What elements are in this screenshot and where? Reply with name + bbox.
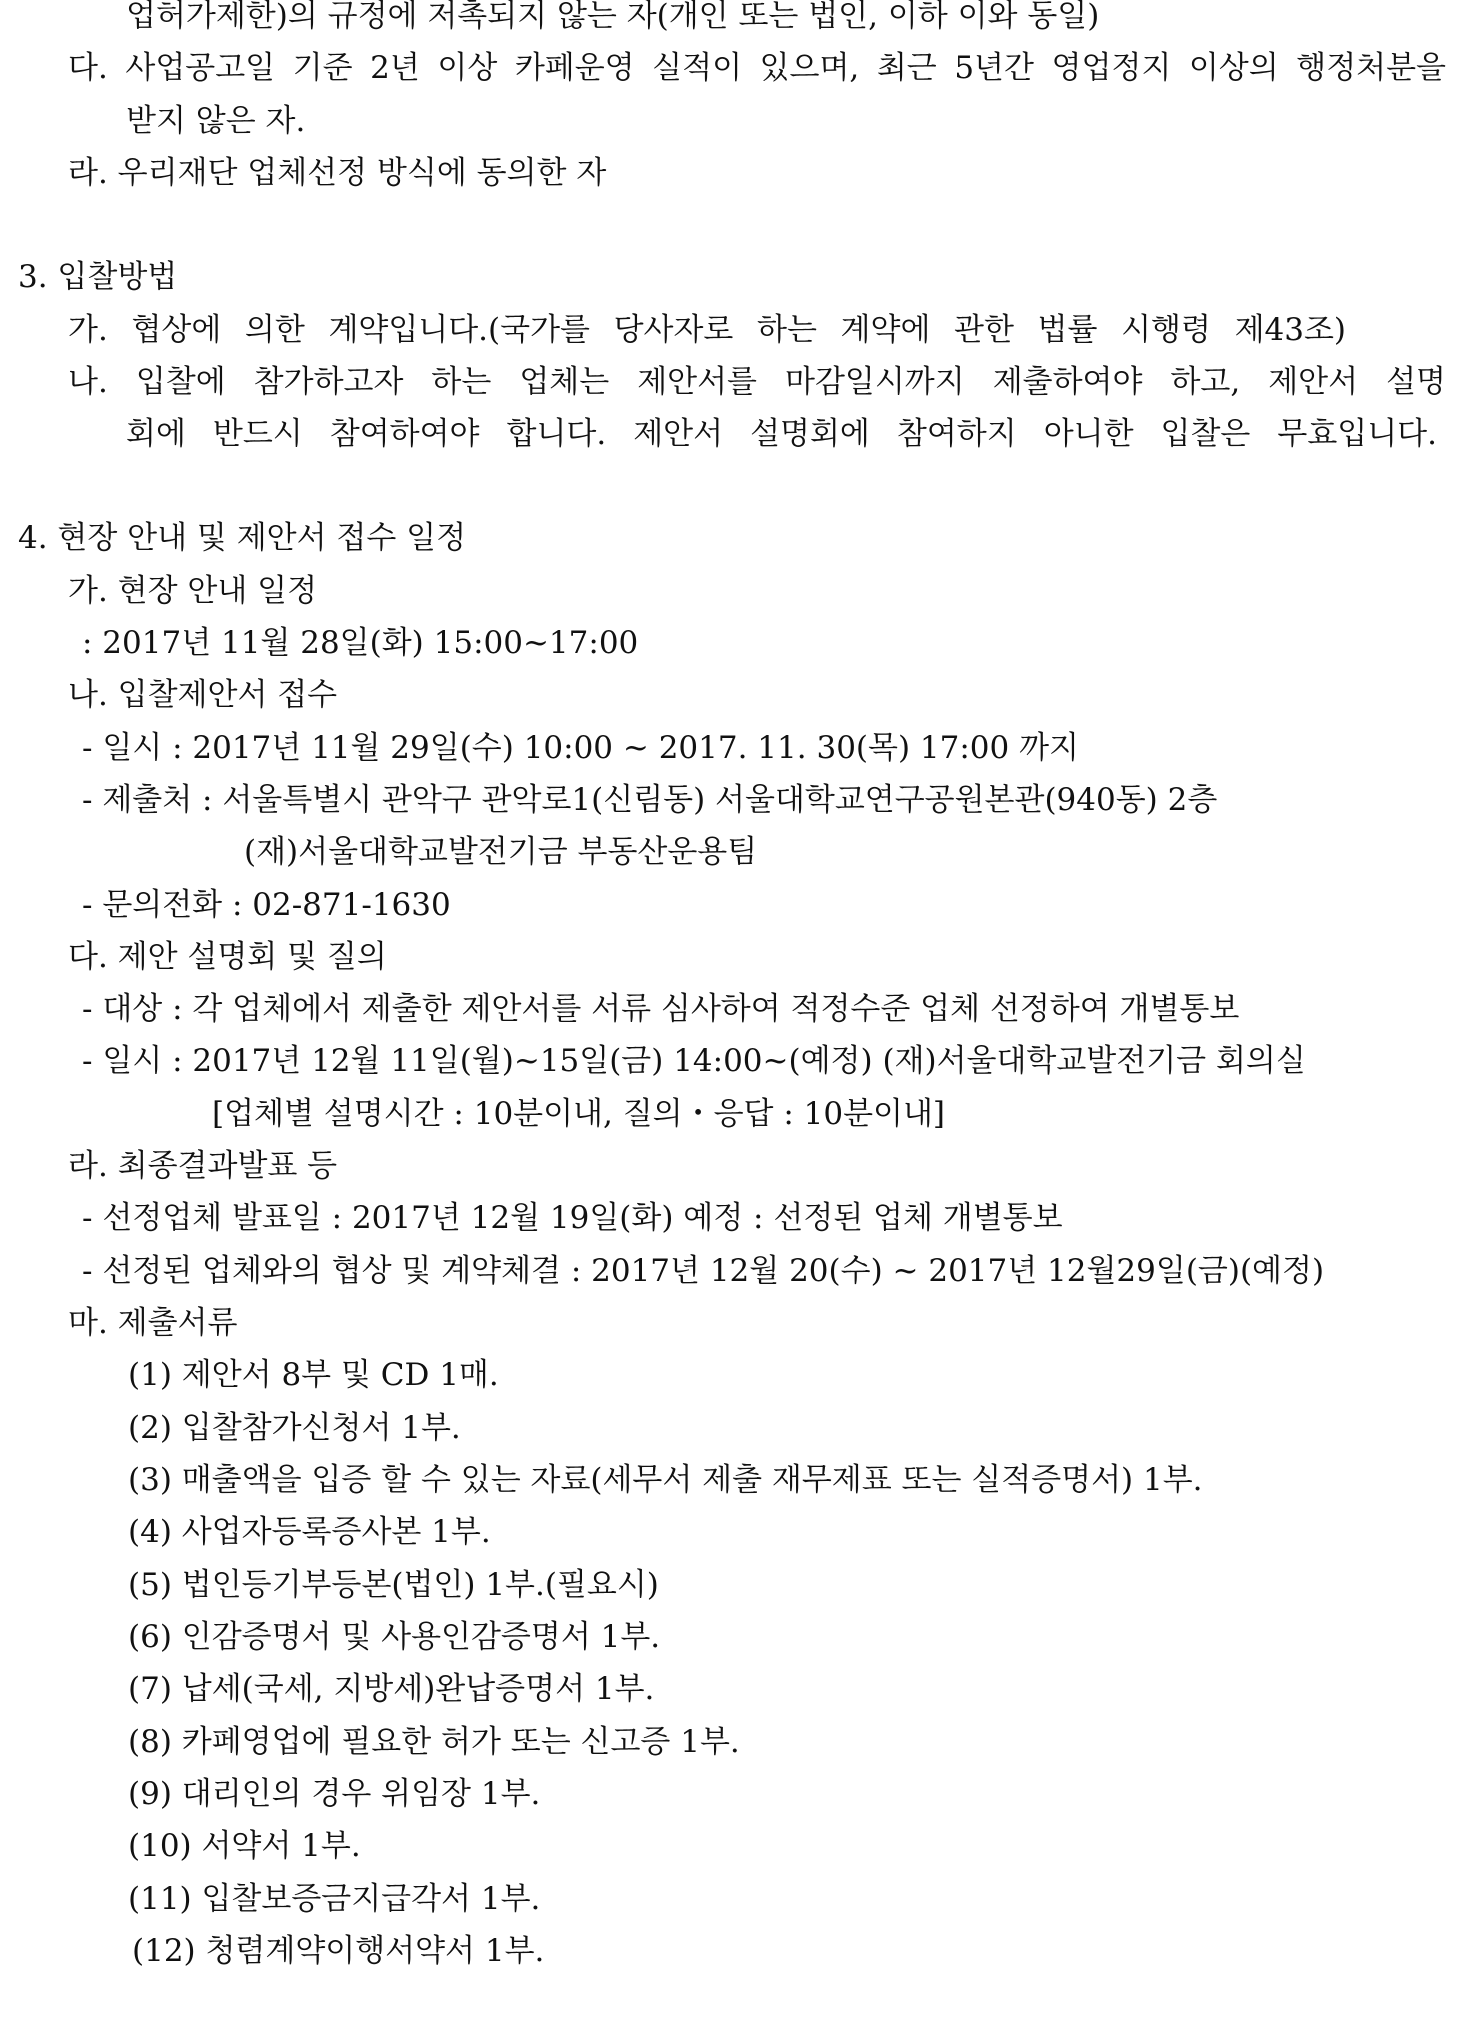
- bid-method-item-ga: 가. 협상에 의한 계약입니다.(국가를 당사자로 하는 계약에 관한 법률 시행령 제43조): [68, 312, 1346, 348]
- briefing-title: 다. 제안 설명회 및 질의: [68, 939, 387, 975]
- required-document-item: (10) 서약서 1부.: [128, 1828, 361, 1864]
- required-documents-title: 마. 제출서류: [68, 1305, 238, 1341]
- final-result-contract: - 선정된 업체와의 협상 및 계약체결 : 2017년 12월 20(수) ~ 2017년 12월29일(금)(예정): [82, 1253, 1325, 1289]
- required-document-item: (12) 청렴계약이행서약서 1부.: [132, 1933, 545, 1969]
- final-result-announcement: - 선정업체 발표일 : 2017년 12월 19일(화) 예정 : 선정된 업체 개별통보: [82, 1200, 1063, 1236]
- briefing-date: - 일시 : 2017년 12월 11일(월)~15일(금) 14:00~(예정) (재)서울대학교발전기금 회의실: [82, 1043, 1306, 1079]
- proposal-receipt-place-continued: (재)서울대학교발전기금 부동산운용팀: [244, 834, 758, 870]
- proposal-receipt-place: - 제출처 : 서울특별시 관악구 관악로1(신림동) 서울대학교연구공원본관(940동) 2층: [82, 782, 1218, 818]
- proposal-receipt-title: 나. 입찰제안서 접수: [68, 677, 338, 713]
- section-heading-schedule: 4. 현장 안내 및 제안서 접수 일정: [18, 520, 467, 556]
- bid-method-item-na: 나. 입찰에 참가하고자 하는 업체는 제안서를 마감일시까지 제출하여야 하고, 제안서 설명: [68, 364, 1446, 400]
- eligibility-item-da: 다. 사업공고일 기준 2년 이상 카페운영 실적이 있으며, 최근 5년간 영업정지 이상의 행정처분을: [68, 50, 1446, 86]
- contact-phone: - 문의전화 : 02-871-1630: [82, 887, 451, 923]
- section-heading-bid-method: 3. 입찰방법: [18, 259, 178, 295]
- eligibility-line-continued: 업허가제한)의 규정에 저촉되지 않는 자(개인 또는 법인, 이하 이와 동일): [126, 0, 1100, 34]
- required-document-item: (7) 납세(국세, 지방세)완납증명서 1부.: [128, 1671, 655, 1707]
- bid-method-item-na-continued: 회에 반드시 참여하여야 합니다. 제안서 설명회에 참여하지 아니한 입찰은 무효입니다.: [126, 416, 1437, 452]
- eligibility-item-da-continued: 받지 않은 자.: [126, 103, 306, 139]
- required-document-item: (8) 카페영업에 필요한 허가 또는 신고증 1부.: [128, 1724, 740, 1760]
- required-document-item: (4) 사업자등록증사본 1부.: [128, 1514, 491, 1550]
- site-tour-date: : 2017년 11월 28일(화) 15:00~17:00: [82, 625, 639, 661]
- briefing-time-limits: [업체별 설명시간 : 10분이내, 질의・응답 : 10분이내]: [212, 1096, 946, 1132]
- required-document-item: (9) 대리인의 경우 위임장 1부.: [128, 1776, 541, 1812]
- eligibility-item-ra: 라. 우리재단 업체선정 방식에 동의한 자: [68, 155, 607, 191]
- required-document-item: (11) 입찰보증금지급각서 1부.: [128, 1881, 541, 1917]
- required-document-item: (3) 매출액을 입증 할 수 있는 자료(세무서 제출 재무제표 또는 실적증명서) 1부.: [128, 1462, 1203, 1498]
- proposal-receipt-date: - 일시 : 2017년 11월 29일(수) 10:00 ~ 2017. 11. 30(목) 17:00 까지: [82, 730, 1079, 766]
- site-tour-title: 가. 현장 안내 일정: [68, 573, 318, 609]
- final-result-title: 라. 최종결과발표 등: [68, 1148, 338, 1184]
- briefing-target: - 대상 : 각 업체에서 제출한 제안서를 서류 심사하여 적정수준 업체 선정하여 개별통보: [82, 991, 1240, 1027]
- required-document-item: (6) 인감증명서 및 사용인감증명서 1부.: [128, 1619, 661, 1655]
- required-document-item: (5) 법인등기부등본(법인) 1부.(필요시): [128, 1567, 659, 1603]
- required-document-item: (1) 제안서 8부 및 CD 1매.: [128, 1357, 499, 1393]
- required-document-item: (2) 입찰참가신청서 1부.: [128, 1410, 461, 1446]
